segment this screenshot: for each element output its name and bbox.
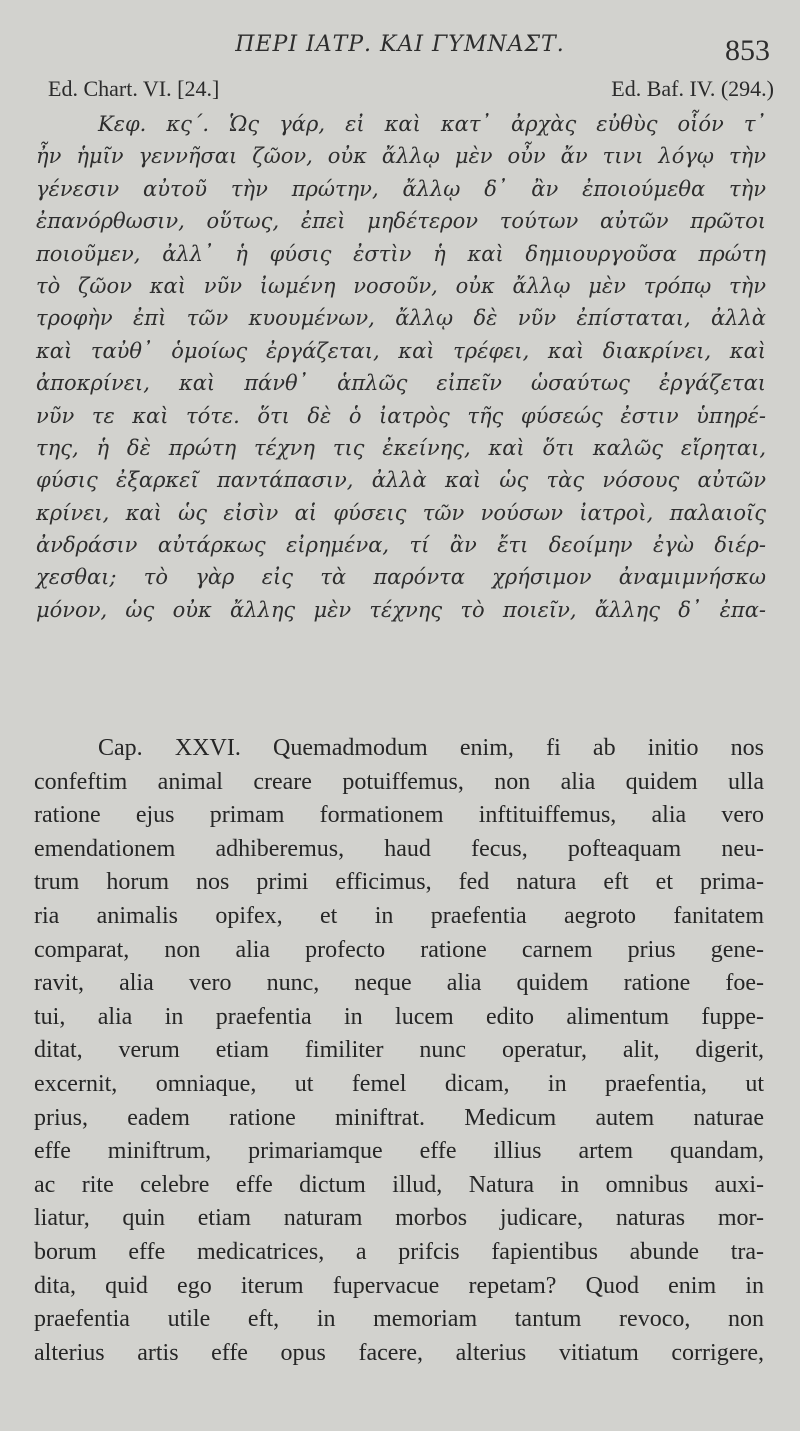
greek-text-block xyxy=(36,108,766,626)
greek-line: ποιοῦμεν, ἀλλ᾽ ἡ φύσις ἐστὶν ἡ καὶ δημιουργοῦσα πρώτη xyxy=(36,241,766,266)
latin-line: praefentia utile eft, in memoriam tantum revoco, non xyxy=(34,1306,764,1333)
page-number: 853 xyxy=(725,34,770,67)
latin-line: ria animalis opifex, et in praefentia aegroto fanitatem xyxy=(34,902,764,929)
latin-line: dita, quid ego iterum fupervacue repetam? Quod enim in xyxy=(34,1272,764,1299)
greek-line: ἦν ἡμῖν γεννῆσαι ζῶον, οὐκ ἄλλῳ μὲν οὖν ἄν τινι λόγῳ τὴν xyxy=(36,144,766,169)
edition-basel-ref: Ed. Baf. IV. (294.) xyxy=(611,76,774,101)
latin-line: comparat, non alia profecto ratione carnem prius gene- xyxy=(34,936,764,963)
latin-line: trum horum nos primi efficimus, fed natura eft et prima- xyxy=(34,869,764,896)
greek-line: τὸ ζῶον καὶ νῦν ἰωμένη νοσοῦν, οὐκ ἄλλῳ μὲν τρόπῳ τὴν xyxy=(36,273,766,298)
latin-text-block xyxy=(34,732,764,1370)
greek-line: Κεφ. κς΄. Ὡς γάρ, εἰ καὶ κατ᾽ ἀρχὰς εὐθὺς οἷόν τ᾽ xyxy=(98,112,766,136)
greek-line: της, ἡ δὲ πρώτη τέχνη τις ἐκείνης, καὶ ὅτι καλῶς εἴρηται, xyxy=(36,435,766,460)
latin-line: ratione ejus primam formationem inftituiffemus, alia vero xyxy=(34,802,764,829)
latin-line: borum effe medicatrices, a prifcis fapientibus abunde tra- xyxy=(34,1238,764,1265)
greek-line: ἐπανόρθωσιν, οὕτως, ἐπεὶ μηδέτερον τούτων αὐτῶν πρῶτοι xyxy=(36,209,766,234)
latin-line: ac rite celebre effe dictum illud, Natura in omnibus auxi- xyxy=(34,1171,764,1198)
greek-line: ἀποκρίνει, καὶ πάνθ᾽ ἁπλῶς εἰπεῖν ὡσαύτως ἐργάζεται xyxy=(36,371,766,396)
running-title: ΠΕΡΙ ΙΑΤΡ. ΚΑΙ ΓΥΜΝΑΣΤ. xyxy=(235,32,565,57)
latin-line: liatur, quin etiam naturam morbos judicare, naturas mor- xyxy=(34,1205,764,1232)
greek-line: καὶ ταὐθ᾽ ὁμοίως ἐργάζεται, καὶ τρέφει, καὶ διακρίνει, καὶ xyxy=(36,338,766,363)
latin-line: Cap. XXVI. Quemadmodum enim, fi ab initio nos xyxy=(98,735,764,761)
latin-line: ditat, verum etiam fimiliter nunc operatur, alit, digerit, xyxy=(34,1037,764,1064)
greek-line: τροφὴν ἐπὶ τῶν κυουμένων, ἄλλῳ δὲ νῦν ἐπίσταται, ἀλλὰ xyxy=(36,306,766,331)
latin-line: confeftim animal creare potuiffemus, non alia quidem ulla xyxy=(34,768,764,795)
running-head xyxy=(0,28,800,68)
greek-line: ἀνδράσιν αὐτάρκως εἰρημένα, τί ἂν ἔτι δεοίμην ἐγὼ διέρ- xyxy=(36,533,766,558)
latin-line: prius, eadem ratione miniftrat. Medicum autem naturae xyxy=(34,1104,764,1131)
latin-line: alterius artis effe opus facere, alterius vitiatum corrigere, xyxy=(34,1339,764,1366)
edition-references xyxy=(48,76,774,104)
greek-line: κρίνει, καὶ ὡς εἰσὶν αἱ φύσεις τῶν νούσων ἰατροὶ, παλαιοῖς xyxy=(36,500,766,525)
latin-line: effe miniftrum, primariamque effe illius artem quandam, xyxy=(34,1138,764,1165)
greek-line: νῦν τε καὶ τότε. ὅτι δὲ ὁ ἰατρὸς τῆς φύσεώς ἐστιν ὑπηρέ- xyxy=(36,403,766,428)
greek-line: φύσις ἐξαρκεῖ παντάπασιν, ἀλλὰ καὶ ὡς τὰς νόσους αὐτῶν xyxy=(36,468,766,493)
greek-line: γένεσιν αὐτοῦ τὴν πρώτην, ἄλλῳ δ᾽ ἂν ἐποιούμεθα τὴν xyxy=(36,176,766,201)
latin-line: ravit, alia vero nunc, neque alia quidem ratione foe- xyxy=(34,970,764,997)
edition-chartier-ref: Ed. Chart. VI. [24.] xyxy=(48,76,220,101)
greek-line: μόνον, ὡς οὐκ ἄλλης μὲν τέχνης τὸ ποιεῖν, ἄλλης δ᾽ ἐπα- xyxy=(36,597,766,622)
greek-line: χεσθαι; τὸ γὰρ εἰς τὰ παρόντα χρήσιμον ἀναμιμνήσκω xyxy=(36,565,766,590)
latin-line: excernit, omniaque, ut femel dicam, in praefentia, ut xyxy=(34,1070,764,1097)
latin-line: emendationem adhiberemus, haud fecus, pofteaquam neu- xyxy=(34,835,764,862)
latin-line: tui, alia in praefentia in lucem edito alimentum fuppe- xyxy=(34,1003,764,1030)
